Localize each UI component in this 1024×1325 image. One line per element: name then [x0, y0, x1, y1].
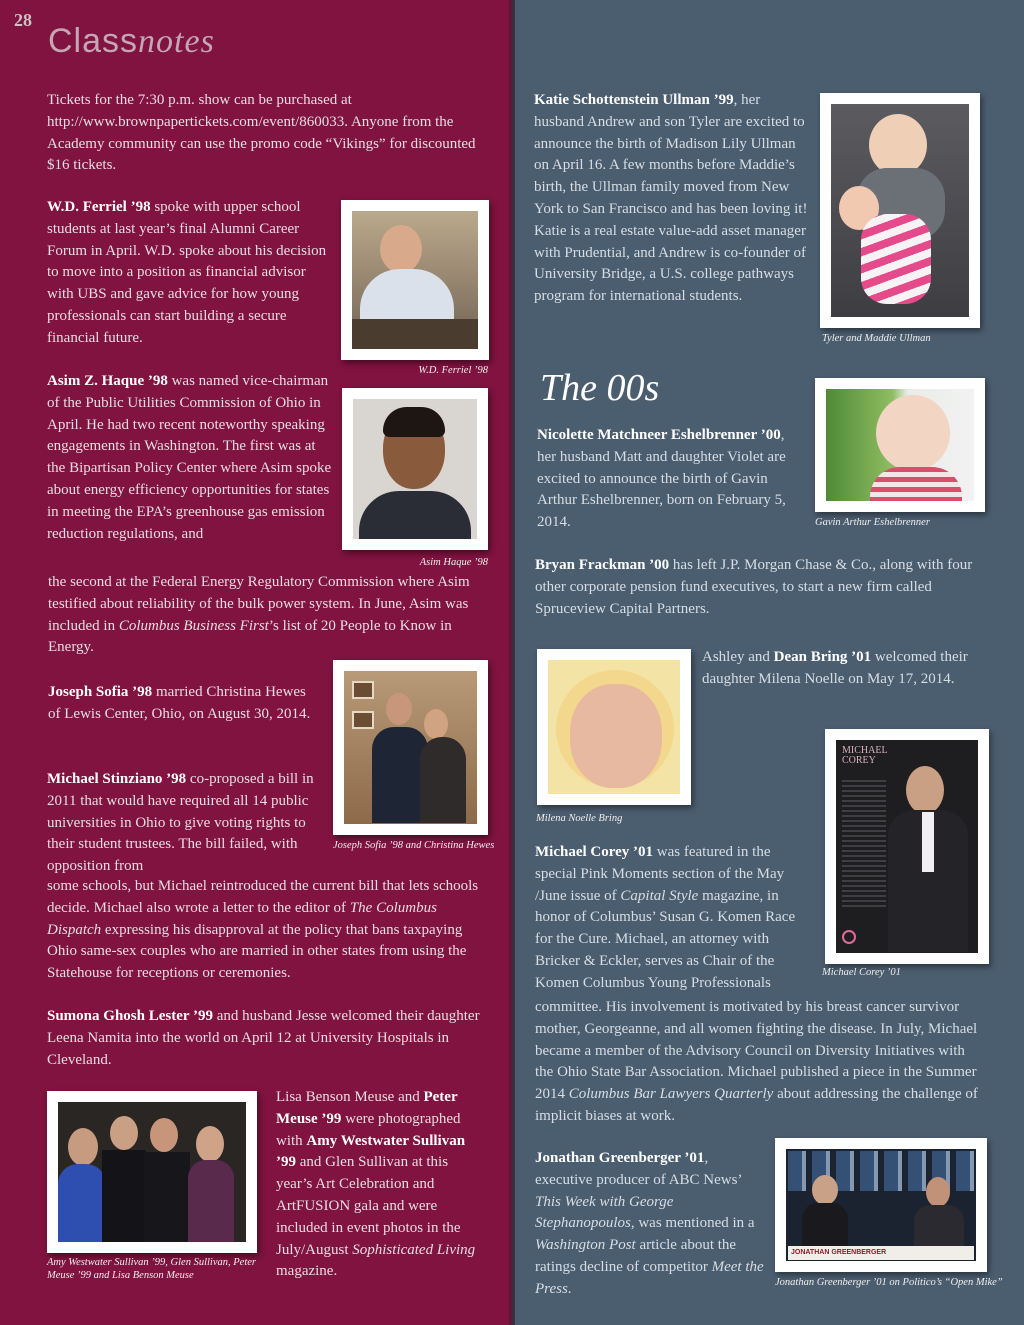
section-title: Classnotes [48, 22, 215, 60]
greenberger-note: Jonathan Greenberger ’01, executive producer of ABC News’ This Week with George Stephanopoulos, was mentioned in a Washington Post article about the ratings decline of competitor Meet the Press. [535, 1150, 764, 1297]
bring-photo [537, 649, 691, 805]
ullman-note: Katie Schottenstein Ullman ’99, her husband Andrew and son Tyler are excited to announce the birth of Madison Lily Ullman on April 16. A few months before Maddie’s birth, the Ullman family moved from New York to San Francisco and has been loving it! Katie is a real estate value-add asset manager with Prudential, and Andrew is co-founder of University Bridge, a U.S. college pathways program for international students. [534, 92, 808, 305]
ferriel-caption: W.D. Ferriel ’98 [418, 365, 488, 376]
intro-paragraph: Tickets for the 7:30 p.m. show can be purchased at http://www.brownpapertickets.com/event/860033. Anyone from the Academy community can use the promo code “Vikings” for discounted $16 tickets. [47, 92, 476, 174]
meuse-note: Lisa Benson Meuse and Peter Meuse ’99 were photographed with Amy Westwater Sullivan ’99 and Glen Sullivan at this year’s Art Celebration and ArtFUSION gala and were included in event photos in the July/August Sophisticated Living magazine. [276, 1089, 476, 1280]
frackman-note: Bryan Frackman ’00 has left J.P. Morgan Chase & Co., along with four other corporate pension fund executives, to start a new firm called Spruceview Capital Partners. [535, 557, 973, 617]
sofia-caption: Joseph Sofia ’98 and Christina Hewes [333, 840, 495, 851]
corey-caption: Michael Corey ’01 [822, 967, 901, 978]
sofia-note: Joseph Sofia ’98 married Christina Hewes of Lewis Center, Ohio, on August 30, 2014. [48, 684, 311, 722]
eshelbrenner-caption: Gavin Arthur Eshelbrenner [815, 517, 930, 528]
haque-photo [342, 388, 488, 550]
greenberger-lower-third: JONATHAN GREENBERGER [788, 1246, 974, 1260]
decade-heading: The 00s [540, 367, 660, 409]
eshelbrenner-note: Nicolette Matchneer Eshelbrenner ’00, her husband Matt and daughter Violet are excited to announce the birth of Gavin Arthur Eshelbrenner, born on February 5, 2014. [537, 427, 786, 531]
page-number: 28 [14, 10, 32, 30]
column-divider [509, 0, 515, 1325]
ferriel-photo [341, 200, 489, 360]
corey-photo [825, 729, 989, 964]
eshelbrenner-photo [815, 378, 985, 512]
haque-note-cont: the second at the Federal Energy Regulatory Commission where Asim testified about reliability of the bulk power system. In June, Asim was included in Columbus Business First’s list of 20 People to Know in Energy. [48, 574, 470, 656]
meuse-photo [47, 1091, 257, 1253]
bring-note: Ashley and Dean Bring ’01 welcomed their daughter Milena Noelle on May 17, 2014. [702, 649, 968, 687]
stinziano-note-cont: some schools, but Michael reintroduced the current bill that lets schools decide. Michael also wrote a letter to the editor of The Columbus Dispatch expressing his disapproval at the policy that bans taxpaying Ohio same-sex couples who are married in other states from using the Statehouse for receptions or ceremonies. [47, 878, 479, 982]
stinziano-note: Michael Stinziano ’98 co-proposed a bill in 2011 that would have required all 14 public universities in Ohio to give voting rights to their student trustees. The bill failed, with opposition from [47, 771, 314, 875]
corey-mag-title: MICHAEL COREY [842, 745, 888, 766]
greenberger-caption: Jonathan Greenberger ’01 on Politico’s “Open Mike” [775, 1277, 1003, 1288]
corey-note-cont: committee. His involvement is motivated by his breast cancer survivor mother, Georgeanne, and all women fighting the disease. In July, Michael became a member of the Advisory Council on Diversity Initiatives with the Ohio State Bar Association. Michael published a piece in the Summer 2014 Columbus Bar Lawyers Quarterly about addressing the challenge of implicit biases at work. [535, 999, 978, 1124]
meuse-caption: Amy Westwater Sullivan ’99, Glen Sullivan, Peter Meuse ’99 and Lisa Benson Meuse [47, 1257, 256, 1281]
corey-note: Michael Corey ’01 was featured in the special Pink Moments section of the May /June issue of Capital Style magazine, in honor of Columbus’ Susan G. Komen Race for the Cure. Michael, an attorney with Bricker & Eckler, serves as Chair of the Komen Columbus Young Professionals [535, 844, 796, 991]
greenberger-photo [775, 1138, 987, 1272]
sofia-photo [333, 660, 488, 835]
ferriel-note: W.D. Ferriel ’98 spoke with upper school students at last year’s final Alumni Career Forum in April. W.D. spoke about his decision to move into a position as financial advisor with UBS and gave advice for how young professionals can start building a secure financial future. [47, 199, 327, 346]
ullman-caption: Tyler and Maddie Ullman [822, 333, 931, 344]
pink-ribbon-icon [842, 930, 856, 944]
bring-caption: Milena Noelle Bring [536, 813, 623, 824]
haque-note: Asim Z. Haque ’98 was named vice-chairman of the Public Utilities Commission of Ohio in April. He had two recent noteworthy speaking engagements in Washington. The first was at the Bipartisan Policy Center where Asim spoke about energy efficiency opportunities for states in meeting the EPA’s greenhouse gas emission reduction regulations, and [47, 373, 332, 542]
lester-note: Sumona Ghosh Lester ’99 and husband Jesse welcomed their daughter Leena Namita into the world on April 12 at University Hospitals in Cleveland. [47, 1008, 480, 1068]
ullman-photo [820, 93, 980, 328]
haque-caption: Asim Haque ’98 [419, 557, 488, 568]
